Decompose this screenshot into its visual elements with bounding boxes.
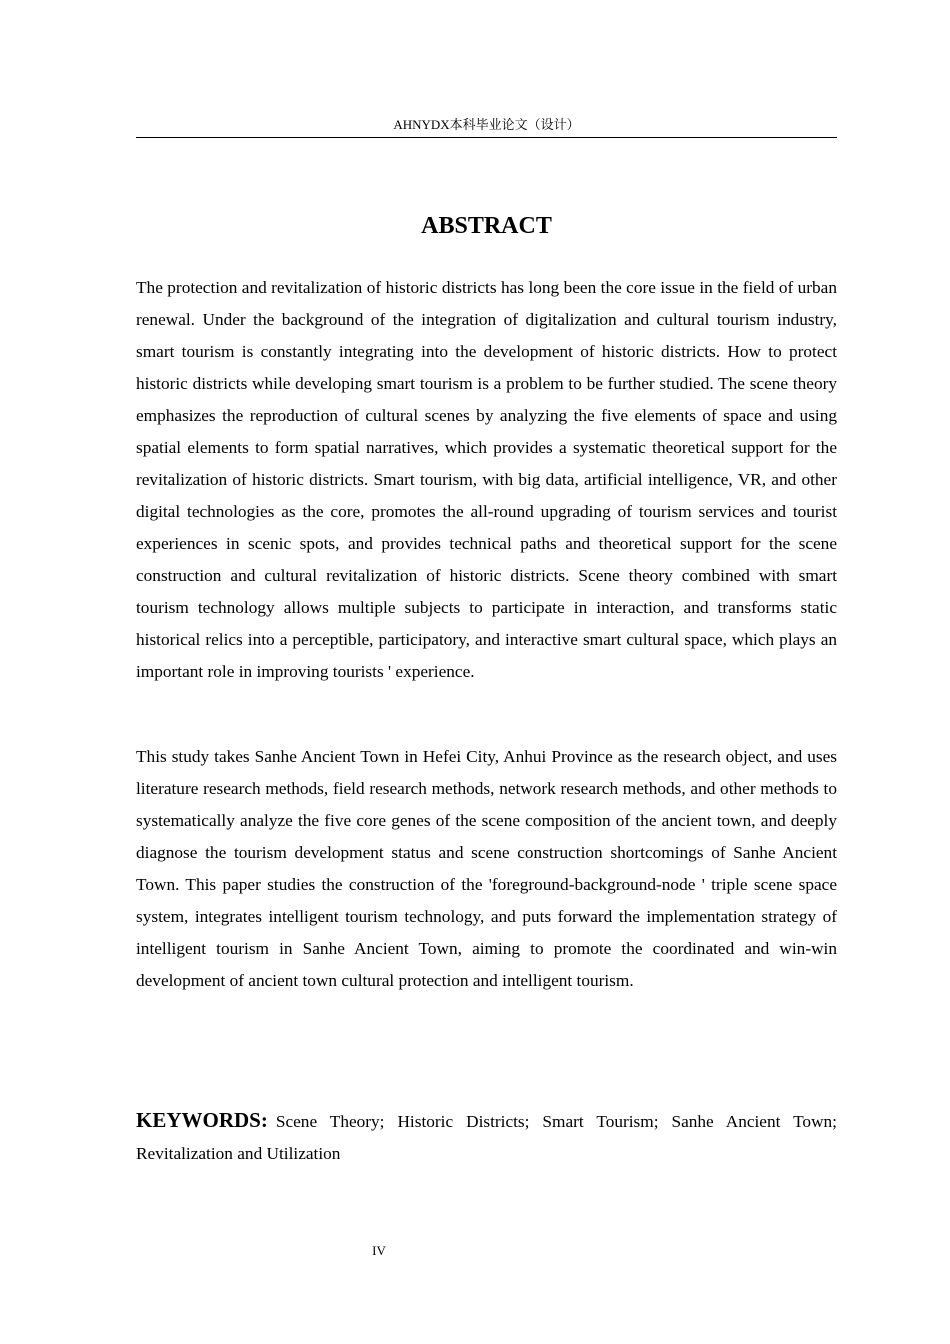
page-number: IV <box>372 1243 386 1258</box>
keywords-text: Scene Theory; Historic Districts; Smart Tourism; Sanhe Ancient Town; Revitalization and Utilization <box>136 1112 837 1163</box>
keywords-label: KEYWORDS: <box>136 1108 268 1132</box>
keywords-block <box>136 1104 837 1170</box>
abstract-title: ABSTRACT <box>421 213 552 239</box>
running-header: AHNYDX本科毕业论文（设计） <box>393 117 580 132</box>
header-divider <box>136 137 837 138</box>
abstract-paragraph-1: The protection and revitalization of historic districts has long been the core issue in the field of urban renewal. Under the background of the integration of digitalization and cultural tourism industry, smart tourism is constantly integrating into the development of historic districts. How to protect historic districts while developing smart tourism is a problem to be further studied. The scene theory emphasizes the reproduction of cultural scenes by analyzing the five elements of space and using spatial elements to form spatial narratives, which provides a systematic theoretical support for the revitalization of historic districts. Smart tourism, with big data, artificial intelligence, VR, and other digital technologies as the core, promotes the all-round upgrading of tourism services and tourist experiences in scenic spots, and provides technical paths and theoretical support for the scene construction and cultural revitalization of historic districts. Scene theory combined with smart tourism technology allows multiple subjects to participate in interaction, and transforms static historical relics into a perceptible, participatory, and interactive smart cultural space, which plays an important role in improving tourists ' experience. <box>136 278 837 681</box>
abstract-paragraph-2: This study takes Sanhe Ancient Town in Hefei City, Anhui Province as the research object, and uses literature research methods, field research methods, network research methods, and other methods to systematically analyze the five core genes of the scene composition of the ancient town, and deeply diagnose the tourism development status and scene construction shortcomings of Sanhe Ancient Town. This paper studies the construction of the 'foreground-background-node ' triple scene space system, integrates intelligent tourism technology, and puts forward the implementation strategy of intelligent tourism in Sanhe Ancient Town, aiming to promote the coordinated and win-win development of ancient town cultural protection and intelligent tourism. <box>136 747 837 990</box>
